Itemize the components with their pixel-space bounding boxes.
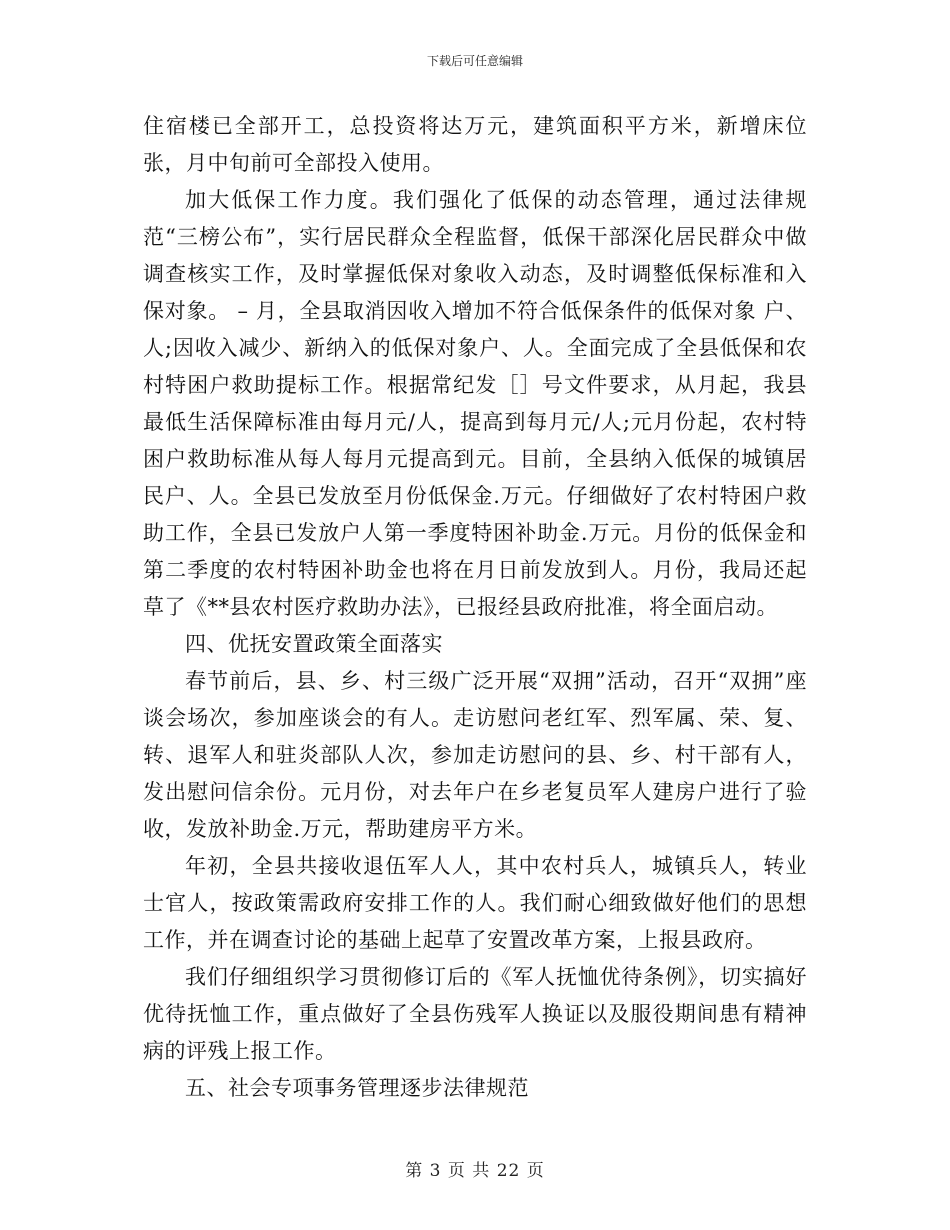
paragraph: 加大低保工作力度。我们强化了低保的动态管理，通过法律规范“三榜公布”，实行居民群众全程监督，低保干部深化居民群众中做调查核实工作，及时掌握低保对象收入动态，及时调整低保标准和入保对象。 – 月，全县取消因收入增加不符合低保条件的低保对象 户、人;因收入减少、新纳入的低保对象户、人。全面完成了全县低保和农村特困户救助提标工作。根据常纪发［］号文件要求，从月起，我县最低生活保障标准由每月元/人，提高到每月元/人;元月份起，农村特困户救助标准从每人每月元提高到元。目前，全县纳入低保的城镇居民户、人。全县已发放至月份低保金.万元。仔细做好了农村特困户救助工作，全县已发放户人第一季度特困补助金.万元。月份的低保金和第二季度的农村特困补助金也将在月日前发放到人。月份，我局还起草了《**县农村医疗救助办法》，已报经县政府批准，将全面启动。 [143,188,807,619]
paragraph: 春节前后，县、乡、村三级广泛开展“双拥”活动，召开“双拥”座谈会场次，参加座谈会的有人。走访慰问老红军、烈军属、荣、复、转、退军人和驻炎部队人次，参加走访慰问的县、乡、村干部有人，发出慰问信余份。元月份，对去年户在乡老复员军人建房户进行了验收，发放补助金.万元，帮助建房平方米。 [143,669,807,841]
paragraph: 住宿楼已全部开工，总投资将达万元，建筑面积平方米，新增床位张，月中旬前可全部投入使用。 [143,114,807,175]
section-heading: 五、社会专项事务管理逐步法律规范 [185,1076,529,1100]
page-header: 下载后可任意编辑 [426,54,523,68]
paragraph: 年初，全县共接收退伍军人人，其中农村兵人，城镇兵人，转业士官人，按政策需政府安排工作的人。我们耐心细致做好他们的思想工作，并在调查讨论的基础上起草了安置改革方案，上报县政府。 [143,854,807,952]
page-footer: 第 3 页 共 22 页 [405,1161,545,1181]
paragraph: 我们仔细组织学习贯彻修订后的《军人抚恤优待条例》，切实搞好优待抚恤工作，重点做好了全县伤残军人换证以及服役期间患有精神病的评残上报工作。 [143,965,807,1063]
section-heading: 四、优抚安置政策全面落实 [185,632,443,656]
document-body [143,108,807,1107]
